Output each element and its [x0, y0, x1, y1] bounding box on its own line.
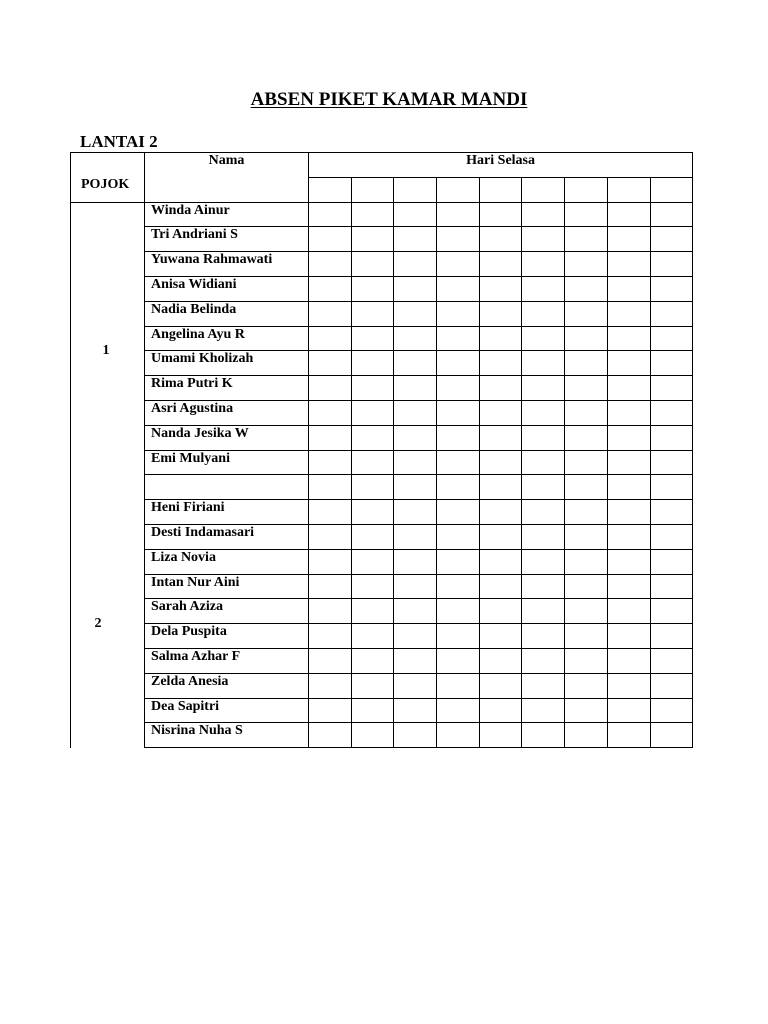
attendance-checkbox-cell[interactable] — [394, 723, 437, 748]
attendance-checkbox-cell[interactable] — [351, 524, 394, 549]
attendance-checkbox-cell[interactable] — [565, 202, 608, 227]
attendance-checkbox-cell[interactable] — [479, 524, 522, 549]
member-name: Liza Novia — [151, 549, 216, 565]
attendance-checkbox-cell[interactable] — [351, 227, 394, 252]
attendance-checkbox-cell[interactable] — [565, 400, 608, 425]
attendance-checkbox-cell[interactable] — [309, 351, 352, 376]
attendance-checkbox-cell[interactable] — [522, 425, 565, 450]
attendance-checkbox-cell[interactable] — [522, 698, 565, 723]
attendance-checkbox-cell[interactable] — [394, 326, 437, 351]
attendance-checkbox-cell[interactable] — [650, 549, 693, 574]
table-row — [71, 252, 693, 277]
attendance-checkbox-cell[interactable] — [565, 648, 608, 673]
pojok-group-label: 2 — [94, 615, 102, 631]
attendance-checkbox-cell[interactable] — [437, 376, 480, 401]
attendance-checkbox-cell[interactable] — [650, 500, 693, 525]
table-row — [71, 301, 693, 326]
member-name: Nadia Belinda — [151, 301, 237, 317]
floor-label: LANTAI 2 — [80, 132, 158, 151]
attendance-checkbox-cell[interactable] — [650, 648, 693, 673]
attendance-checkbox-cell[interactable] — [479, 202, 522, 227]
attendance-checkbox-cell[interactable] — [565, 549, 608, 574]
attendance-checkbox-cell[interactable] — [650, 475, 693, 500]
name-cell — [145, 549, 309, 574]
attendance-checkbox-cell[interactable] — [522, 524, 565, 549]
name-cell — [145, 400, 309, 425]
attendance-checkbox-cell[interactable] — [650, 227, 693, 252]
attendance-checkbox-cell[interactable] — [650, 450, 693, 475]
attendance-checkbox-cell[interactable] — [437, 599, 480, 624]
member-name: Asri Agustina — [151, 400, 234, 416]
day-subheader-cell — [437, 177, 480, 202]
attendance-checkbox-cell[interactable] — [607, 450, 650, 475]
attendance-checkbox-cell[interactable] — [522, 227, 565, 252]
attendance-checkbox-cell[interactable] — [479, 252, 522, 277]
attendance-checkbox-cell[interactable] — [309, 698, 352, 723]
attendance-checkbox-cell[interactable] — [522, 301, 565, 326]
name-cell — [145, 500, 309, 525]
attendance-checkbox-cell[interactable] — [437, 574, 480, 599]
attendance-checkbox-cell[interactable] — [650, 301, 693, 326]
day-subheader-cell — [565, 177, 608, 202]
attendance-checkbox-cell[interactable] — [351, 376, 394, 401]
table-row — [71, 624, 693, 649]
attendance-checkbox-cell[interactable] — [607, 351, 650, 376]
attendance-checkbox-cell[interactable] — [394, 400, 437, 425]
member-name: Desti Indamasari — [151, 524, 255, 540]
name-cell — [145, 425, 309, 450]
name-cell — [145, 276, 309, 301]
member-name: Tri Andriani S — [151, 227, 238, 243]
attendance-checkbox-cell[interactable] — [522, 326, 565, 351]
attendance-checkbox-cell[interactable] — [479, 574, 522, 599]
attendance-checkbox-cell[interactable] — [479, 400, 522, 425]
attendance-checkbox-cell[interactable] — [479, 351, 522, 376]
attendance-checkbox-cell[interactable] — [565, 574, 608, 599]
table-row — [71, 276, 693, 301]
attendance-checkbox-cell[interactable] — [607, 475, 650, 500]
attendance-checkbox-cell[interactable] — [650, 723, 693, 748]
attendance-checkbox-cell[interactable] — [351, 723, 394, 748]
attendance-checkbox-cell[interactable] — [522, 549, 565, 574]
attendance-checkbox-cell[interactable] — [522, 624, 565, 649]
attendance-checkbox-cell[interactable] — [394, 500, 437, 525]
attendance-checkbox-cell[interactable] — [394, 524, 437, 549]
attendance-checkbox-cell[interactable] — [650, 624, 693, 649]
attendance-checkbox-cell[interactable] — [650, 400, 693, 425]
header-pojok-cell — [71, 177, 145, 202]
header-nama-cell — [145, 153, 309, 203]
attendance-checkbox-cell[interactable] — [565, 524, 608, 549]
attendance-checkbox-cell[interactable] — [479, 475, 522, 500]
attendance-checkbox-cell[interactable] — [607, 648, 650, 673]
day-subheader-cell — [351, 177, 394, 202]
attendance-checkbox-cell[interactable] — [437, 425, 480, 450]
attendance-checkbox-cell[interactable] — [479, 376, 522, 401]
attendance-checkbox-cell[interactable] — [565, 376, 608, 401]
attendance-checkbox-cell[interactable] — [607, 599, 650, 624]
name-cell — [145, 252, 309, 277]
member-name: Intan Nur Aini — [151, 574, 240, 590]
attendance-checkbox-cell[interactable] — [437, 500, 480, 525]
attendance-checkbox-cell[interactable] — [351, 252, 394, 277]
pojok-group-cell — [71, 500, 145, 748]
attendance-checkbox-cell[interactable] — [607, 202, 650, 227]
attendance-checkbox-cell[interactable] — [351, 202, 394, 227]
attendance-checkbox-cell[interactable] — [309, 227, 352, 252]
member-name: Angelina Ayu R — [151, 326, 245, 342]
attendance-checkbox-cell[interactable] — [650, 599, 693, 624]
table-row — [71, 524, 693, 549]
attendance-checkbox-cell[interactable] — [351, 624, 394, 649]
attendance-checkbox-cell[interactable] — [437, 252, 480, 277]
name-cell — [145, 326, 309, 351]
attendance-checkbox-cell[interactable] — [437, 450, 480, 475]
pojok-group-label: 1 — [102, 343, 110, 359]
attendance-checkbox-cell[interactable] — [565, 276, 608, 301]
attendance-checkbox-cell[interactable] — [479, 624, 522, 649]
attendance-checkbox-cell[interactable] — [309, 301, 352, 326]
attendance-checkbox-cell[interactable] — [309, 549, 352, 574]
attendance-checkbox-cell[interactable] — [309, 624, 352, 649]
attendance-checkbox-cell[interactable] — [351, 648, 394, 673]
attendance-checkbox-cell[interactable] — [309, 574, 352, 599]
attendance-checkbox-cell[interactable] — [309, 599, 352, 624]
member-name: Dea Sapitri — [151, 698, 220, 714]
attendance-checkbox-cell[interactable] — [394, 425, 437, 450]
day-subheader-cell — [394, 177, 437, 202]
table-row — [71, 351, 693, 376]
attendance-checkbox-cell[interactable] — [351, 574, 394, 599]
table-row — [71, 599, 693, 624]
table-row — [71, 648, 693, 673]
name-cell — [145, 698, 309, 723]
table-row — [71, 549, 693, 574]
attendance-checkbox-cell[interactable] — [437, 227, 480, 252]
attendance-checkbox-cell[interactable] — [565, 326, 608, 351]
attendance-checkbox-cell[interactable] — [522, 202, 565, 227]
name-cell — [145, 227, 309, 252]
day-subheader-cell — [309, 177, 352, 202]
attendance-checkbox-cell[interactable] — [351, 276, 394, 301]
attendance-checkbox-cell[interactable] — [565, 500, 608, 525]
attendance-table — [70, 152, 693, 748]
attendance-checkbox-cell[interactable] — [351, 599, 394, 624]
attendance-checkbox-cell[interactable] — [522, 648, 565, 673]
attendance-checkbox-cell[interactable] — [309, 475, 352, 500]
header-nama-label: Nama — [208, 153, 245, 168]
document-title: ABSEN PIKET KAMAR MANDI — [250, 89, 528, 110]
member-name: Yuwana Rahmawati — [151, 252, 273, 268]
attendance-checkbox-cell[interactable] — [479, 450, 522, 475]
name-cell — [145, 673, 309, 698]
attendance-checkbox-cell[interactable] — [565, 673, 608, 698]
attendance-checkbox-cell[interactable] — [522, 351, 565, 376]
pojok-group-cell — [71, 202, 145, 500]
attendance-checkbox-cell[interactable] — [565, 624, 608, 649]
attendance-checkbox-cell[interactable] — [394, 252, 437, 277]
attendance-checkbox-cell[interactable] — [650, 202, 693, 227]
day-subheader-cell — [479, 177, 522, 202]
attendance-checkbox-cell[interactable] — [351, 326, 394, 351]
attendance-checkbox-cell[interactable] — [437, 524, 480, 549]
attendance-checkbox-cell[interactable] — [394, 301, 437, 326]
attendance-checkbox-cell[interactable] — [437, 351, 480, 376]
attendance-checkbox-cell[interactable] — [565, 351, 608, 376]
attendance-checkbox-cell[interactable] — [394, 276, 437, 301]
attendance-checkbox-cell[interactable] — [309, 276, 352, 301]
table-row — [71, 500, 693, 525]
attendance-checkbox-cell[interactable] — [479, 723, 522, 748]
attendance-checkbox-cell[interactable] — [437, 549, 480, 574]
attendance-checkbox-cell[interactable] — [309, 326, 352, 351]
attendance-checkbox-cell[interactable] — [607, 524, 650, 549]
table-row — [71, 376, 693, 401]
name-cell — [145, 524, 309, 549]
attendance-checkbox-cell[interactable] — [309, 252, 352, 277]
attendance-checkbox-cell[interactable] — [650, 698, 693, 723]
attendance-checkbox-cell[interactable] — [479, 698, 522, 723]
attendance-checkbox-cell[interactable] — [522, 252, 565, 277]
member-name: Emi Mulyani — [151, 450, 230, 466]
table-row — [71, 574, 693, 599]
attendance-checkbox-cell[interactable] — [607, 227, 650, 252]
header-pojok-top-cell — [71, 153, 145, 178]
attendance-checkbox-cell[interactable] — [394, 475, 437, 500]
attendance-checkbox-cell[interactable] — [479, 227, 522, 252]
attendance-checkbox-cell[interactable] — [522, 400, 565, 425]
attendance-checkbox-cell[interactable] — [650, 425, 693, 450]
attendance-checkbox-cell[interactable] — [437, 673, 480, 698]
attendance-checkbox-cell[interactable] — [437, 276, 480, 301]
header-day-label: Hari Selasa — [466, 153, 536, 168]
member-name: Nanda Jesika W — [151, 425, 249, 441]
attendance-checkbox-cell[interactable] — [607, 425, 650, 450]
day-subheader-cell — [607, 177, 650, 202]
attendance-checkbox-cell[interactable] — [309, 450, 352, 475]
attendance-checkbox-cell[interactable] — [479, 599, 522, 624]
attendance-checkbox-cell[interactable] — [351, 301, 394, 326]
member-name: Dela Puspita — [151, 624, 227, 640]
attendance-checkbox-cell[interactable] — [522, 450, 565, 475]
name-cell — [145, 351, 309, 376]
member-name: Rima Putri K — [151, 376, 233, 392]
attendance-checkbox-cell[interactable] — [479, 673, 522, 698]
attendance-checkbox-cell[interactable] — [607, 723, 650, 748]
attendance-checkbox-cell[interactable] — [351, 698, 394, 723]
attendance-checkbox-cell[interactable] — [607, 574, 650, 599]
member-name: Nisrina Nuha S — [151, 723, 243, 739]
attendance-checkbox-cell[interactable] — [394, 624, 437, 649]
attendance-checkbox-cell[interactable] — [437, 400, 480, 425]
name-cell — [145, 202, 309, 227]
attendance-checkbox-cell[interactable] — [607, 698, 650, 723]
member-name: Heni Firiani — [151, 500, 225, 516]
attendance-checkbox-cell[interactable] — [650, 252, 693, 277]
attendance-checkbox-cell[interactable] — [351, 549, 394, 574]
table-row — [71, 673, 693, 698]
attendance-checkbox-cell[interactable] — [522, 574, 565, 599]
attendance-checkbox-cell[interactable] — [607, 549, 650, 574]
table-row — [71, 227, 693, 252]
name-cell — [145, 574, 309, 599]
attendance-checkbox-cell[interactable] — [479, 648, 522, 673]
attendance-checkbox-cell[interactable] — [607, 673, 650, 698]
attendance-checkbox-cell[interactable] — [565, 450, 608, 475]
table-header-row — [71, 153, 693, 178]
attendance-checkbox-cell[interactable] — [351, 351, 394, 376]
name-cell — [145, 475, 309, 500]
attendance-checkbox-cell[interactable] — [309, 723, 352, 748]
table-row — [71, 475, 693, 500]
table-row — [71, 450, 693, 475]
attendance-checkbox-cell[interactable] — [522, 599, 565, 624]
attendance-checkbox-cell[interactable] — [650, 524, 693, 549]
attendance-checkbox-cell[interactable] — [309, 500, 352, 525]
attendance-checkbox-cell[interactable] — [394, 549, 437, 574]
member-name: Anisa Widiani — [151, 276, 237, 292]
attendance-checkbox-cell[interactable] — [437, 202, 480, 227]
attendance-checkbox-cell[interactable] — [479, 425, 522, 450]
attendance-checkbox-cell[interactable] — [394, 673, 437, 698]
attendance-checkbox-cell[interactable] — [309, 376, 352, 401]
attendance-checkbox-cell[interactable] — [522, 376, 565, 401]
attendance-checkbox-cell[interactable] — [437, 648, 480, 673]
attendance-checkbox-cell[interactable] — [607, 624, 650, 649]
attendance-checkbox-cell[interactable] — [394, 450, 437, 475]
attendance-checkbox-cell[interactable] — [650, 276, 693, 301]
name-cell — [145, 376, 309, 401]
attendance-checkbox-cell[interactable] — [522, 723, 565, 748]
attendance-checkbox-cell[interactable] — [437, 475, 480, 500]
attendance-checkbox-cell[interactable] — [351, 500, 394, 525]
attendance-checkbox-cell[interactable] — [394, 698, 437, 723]
attendance-checkbox-cell[interactable] — [351, 673, 394, 698]
member-name: Umami Kholizah — [151, 351, 254, 367]
attendance-checkbox-cell[interactable] — [309, 425, 352, 450]
attendance-checkbox-cell[interactable] — [565, 723, 608, 748]
attendance-checkbox-cell[interactable] — [565, 425, 608, 450]
attendance-checkbox-cell[interactable] — [394, 599, 437, 624]
attendance-checkbox-cell[interactable] — [607, 276, 650, 301]
day-subheader-cell — [650, 177, 693, 202]
attendance-checkbox-cell[interactable] — [394, 376, 437, 401]
attendance-table-body — [71, 153, 693, 748]
attendance-checkbox-cell[interactable] — [522, 475, 565, 500]
table-row — [71, 425, 693, 450]
member-name: Zelda Anesia — [151, 673, 229, 689]
attendance-checkbox-cell[interactable] — [351, 450, 394, 475]
header-day-cell — [309, 153, 693, 178]
attendance-checkbox-cell[interactable] — [479, 301, 522, 326]
attendance-checkbox-cell[interactable] — [437, 624, 480, 649]
attendance-checkbox-cell[interactable] — [309, 673, 352, 698]
attendance-checkbox-cell[interactable] — [351, 425, 394, 450]
attendance-checkbox-cell[interactable] — [479, 276, 522, 301]
attendance-checkbox-cell[interactable] — [607, 326, 650, 351]
attendance-checkbox-cell[interactable] — [309, 202, 352, 227]
attendance-checkbox-cell[interactable] — [607, 376, 650, 401]
member-name: Winda Ainur — [151, 202, 230, 218]
attendance-checkbox-cell[interactable] — [437, 326, 480, 351]
name-cell — [145, 723, 309, 748]
attendance-checkbox-cell[interactable] — [394, 227, 437, 252]
attendance-checkbox-cell[interactable] — [607, 500, 650, 525]
attendance-checkbox-cell[interactable] — [309, 524, 352, 549]
attendance-checkbox-cell[interactable] — [394, 648, 437, 673]
attendance-checkbox-cell[interactable] — [607, 400, 650, 425]
attendance-checkbox-cell[interactable] — [479, 326, 522, 351]
attendance-checkbox-cell[interactable] — [394, 351, 437, 376]
attendance-checkbox-cell[interactable] — [394, 574, 437, 599]
attendance-checkbox-cell[interactable] — [650, 376, 693, 401]
table-row — [71, 400, 693, 425]
attendance-checkbox-cell[interactable] — [309, 648, 352, 673]
attendance-checkbox-cell[interactable] — [394, 202, 437, 227]
attendance-checkbox-cell[interactable] — [309, 400, 352, 425]
attendance-checkbox-cell[interactable] — [565, 599, 608, 624]
attendance-checkbox-cell[interactable] — [565, 301, 608, 326]
attendance-checkbox-cell[interactable] — [522, 500, 565, 525]
attendance-checkbox-cell[interactable] — [565, 227, 608, 252]
attendance-checkbox-cell[interactable] — [607, 301, 650, 326]
attendance-checkbox-cell[interactable] — [650, 351, 693, 376]
name-cell — [145, 450, 309, 475]
attendance-checkbox-cell[interactable] — [437, 301, 480, 326]
attendance-checkbox-cell[interactable] — [565, 698, 608, 723]
name-cell — [145, 648, 309, 673]
attendance-checkbox-cell[interactable] — [650, 574, 693, 599]
attendance-checkbox-cell[interactable] — [437, 723, 480, 748]
attendance-checkbox-cell[interactable] — [522, 673, 565, 698]
attendance-checkbox-cell[interactable] — [351, 400, 394, 425]
table-row — [71, 723, 693, 748]
attendance-checkbox-cell[interactable] — [565, 252, 608, 277]
attendance-checkbox-cell[interactable] — [479, 549, 522, 574]
header-pojok-label: POJOK — [81, 177, 130, 193]
attendance-checkbox-cell[interactable] — [479, 500, 522, 525]
table-row — [71, 698, 693, 723]
attendance-checkbox-cell[interactable] — [437, 698, 480, 723]
table-row — [71, 326, 693, 351]
attendance-checkbox-cell[interactable] — [351, 475, 394, 500]
table-row — [71, 202, 693, 227]
attendance-checkbox-cell[interactable] — [650, 326, 693, 351]
member-name: Sarah Aziza — [151, 599, 223, 615]
attendance-checkbox-cell[interactable] — [565, 475, 608, 500]
day-subheader-cell — [522, 177, 565, 202]
name-cell — [145, 624, 309, 649]
attendance-checkbox-cell[interactable] — [607, 252, 650, 277]
attendance-checkbox-cell[interactable] — [522, 276, 565, 301]
attendance-checkbox-cell[interactable] — [650, 673, 693, 698]
name-cell — [145, 599, 309, 624]
member-name: Salma Azhar F — [151, 648, 241, 664]
name-cell — [145, 301, 309, 326]
